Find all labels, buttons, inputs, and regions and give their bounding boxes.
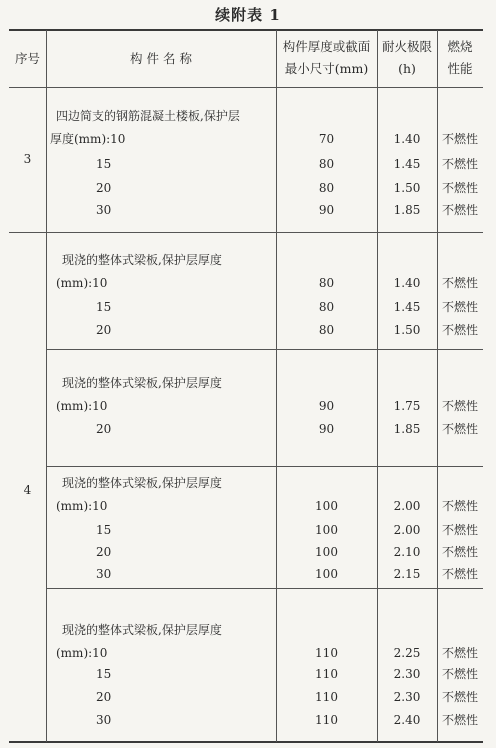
fire-resistance-value: 2.30 [393, 690, 421, 704]
column-rule [46, 30, 47, 742]
thickness-value: 90 [318, 422, 335, 436]
thickness-value: 90 [318, 203, 335, 217]
combustibility-value: 不燃性 [441, 203, 478, 217]
thickness-value: 100 [315, 499, 338, 513]
thickness-value: 100 [315, 523, 338, 537]
block-rule [46, 466, 483, 467]
fire-resistance-value: 2.30 [393, 667, 421, 681]
header-fire-unit: (h) [398, 61, 416, 76]
header-fire-resistance: 耐火极限 [381, 39, 432, 54]
component-description-cont: 厚度(mm):10 [50, 132, 126, 146]
combustibility-value: 不燃性 [441, 323, 478, 337]
thickness-value: 110 [315, 667, 338, 681]
thickness-value: 110 [315, 646, 338, 660]
combustibility-value: 不燃性 [441, 646, 478, 660]
header-name: 构 件 名 称 [130, 51, 192, 66]
combustibility-value: 不燃性 [441, 567, 478, 581]
combustibility-value: 不燃性 [441, 667, 478, 681]
header-combustibility: 燃烧 [447, 39, 473, 54]
fire-resistance-value: 1.45 [393, 157, 421, 171]
thickness-value: 100 [315, 545, 338, 559]
seq-number: 3 [23, 152, 32, 166]
component-description: 现浇的整体式梁板,保护层厚度 [62, 253, 222, 267]
fire-resistance-value: 2.00 [393, 499, 421, 513]
group-rule [9, 232, 483, 233]
combustibility-value: 不燃性 [441, 713, 478, 727]
table-title: 续附表 1 [215, 6, 281, 24]
component-description: 四边简支的钢筋混凝土楼板,保护层 [56, 109, 240, 123]
cover-thickness-label: 20 [96, 545, 112, 559]
combustibility-value: 不燃性 [441, 181, 478, 195]
component-description-cont: (mm):10 [56, 276, 108, 290]
block-rule [46, 588, 483, 589]
thickness-value: 110 [315, 713, 338, 727]
combustibility-value: 不燃性 [441, 690, 478, 704]
header-rule [9, 87, 483, 88]
fire-resistance-value: 1.40 [393, 132, 421, 146]
cover-thickness-label: 20 [96, 690, 112, 704]
thickness-value: 80 [318, 157, 335, 171]
component-description-cont: (mm):10 [56, 499, 108, 513]
cover-thickness-label: 15 [96, 300, 112, 314]
component-description: 现浇的整体式梁板,保护层厚度 [62, 623, 222, 637]
combustibility-value: 不燃性 [441, 399, 478, 413]
combustibility-value: 不燃性 [441, 300, 478, 314]
component-description: 现浇的整体式梁板,保护层厚度 [62, 376, 222, 390]
combustibility-value: 不燃性 [441, 523, 478, 537]
thickness-value: 80 [318, 181, 335, 195]
combustibility-value: 不燃性 [441, 499, 478, 513]
fire-resistance-value: 1.45 [393, 300, 421, 314]
cover-thickness-label: 20 [96, 323, 112, 337]
fire-resistance-value: 2.10 [393, 545, 421, 559]
fire-resistance-value: 1.40 [393, 276, 421, 290]
cover-thickness-label: 20 [96, 181, 112, 195]
fire-resistance-value: 1.85 [393, 422, 421, 436]
combustibility-value: 不燃性 [441, 157, 478, 171]
fire-resistance-value: 2.25 [393, 646, 421, 660]
fire-resistance-value: 2.40 [393, 713, 421, 727]
fire-resistance-value: 1.50 [393, 181, 421, 195]
cover-thickness-label: 15 [96, 523, 112, 537]
combustibility-value: 不燃性 [441, 422, 478, 436]
thickness-value: 70 [318, 132, 335, 146]
component-description-cont: (mm):10 [56, 399, 108, 413]
cover-thickness-label: 30 [96, 567, 112, 581]
header-combustibility-2: 性能 [447, 61, 473, 76]
cover-thickness-label: 15 [96, 157, 112, 171]
cover-thickness-label: 15 [96, 667, 112, 681]
thickness-value: 80 [318, 276, 335, 290]
combustibility-value: 不燃性 [441, 545, 478, 559]
fire-resistance-value: 1.75 [393, 399, 421, 413]
thickness-value: 90 [318, 399, 335, 413]
block-rule [46, 349, 483, 350]
thickness-value: 80 [318, 323, 335, 337]
combustibility-value: 不燃性 [441, 276, 478, 290]
header-seq: 序号 [14, 51, 40, 66]
fire-resistance-value: 1.50 [393, 323, 421, 337]
cover-thickness-label: 30 [96, 203, 112, 217]
cover-thickness-label: 30 [96, 713, 112, 727]
thickness-value: 110 [315, 690, 338, 704]
thickness-value: 80 [318, 300, 335, 314]
fire-resistance-value: 1.85 [393, 203, 421, 217]
thickness-value: 100 [315, 567, 338, 581]
fire-resistance-value: 2.00 [393, 523, 421, 537]
cover-thickness-label: 20 [96, 422, 112, 436]
component-description: 现浇的整体式梁板,保护层厚度 [62, 476, 222, 490]
header-thickness-unit: 最小尺寸(mm) [284, 61, 369, 76]
component-description-cont: (mm):10 [56, 646, 108, 660]
fire-resistance-value: 2.15 [393, 567, 421, 581]
combustibility-value: 不燃性 [441, 132, 478, 146]
seq-number: 4 [23, 483, 32, 497]
header-thickness: 构件厚度或截面 [282, 39, 371, 54]
